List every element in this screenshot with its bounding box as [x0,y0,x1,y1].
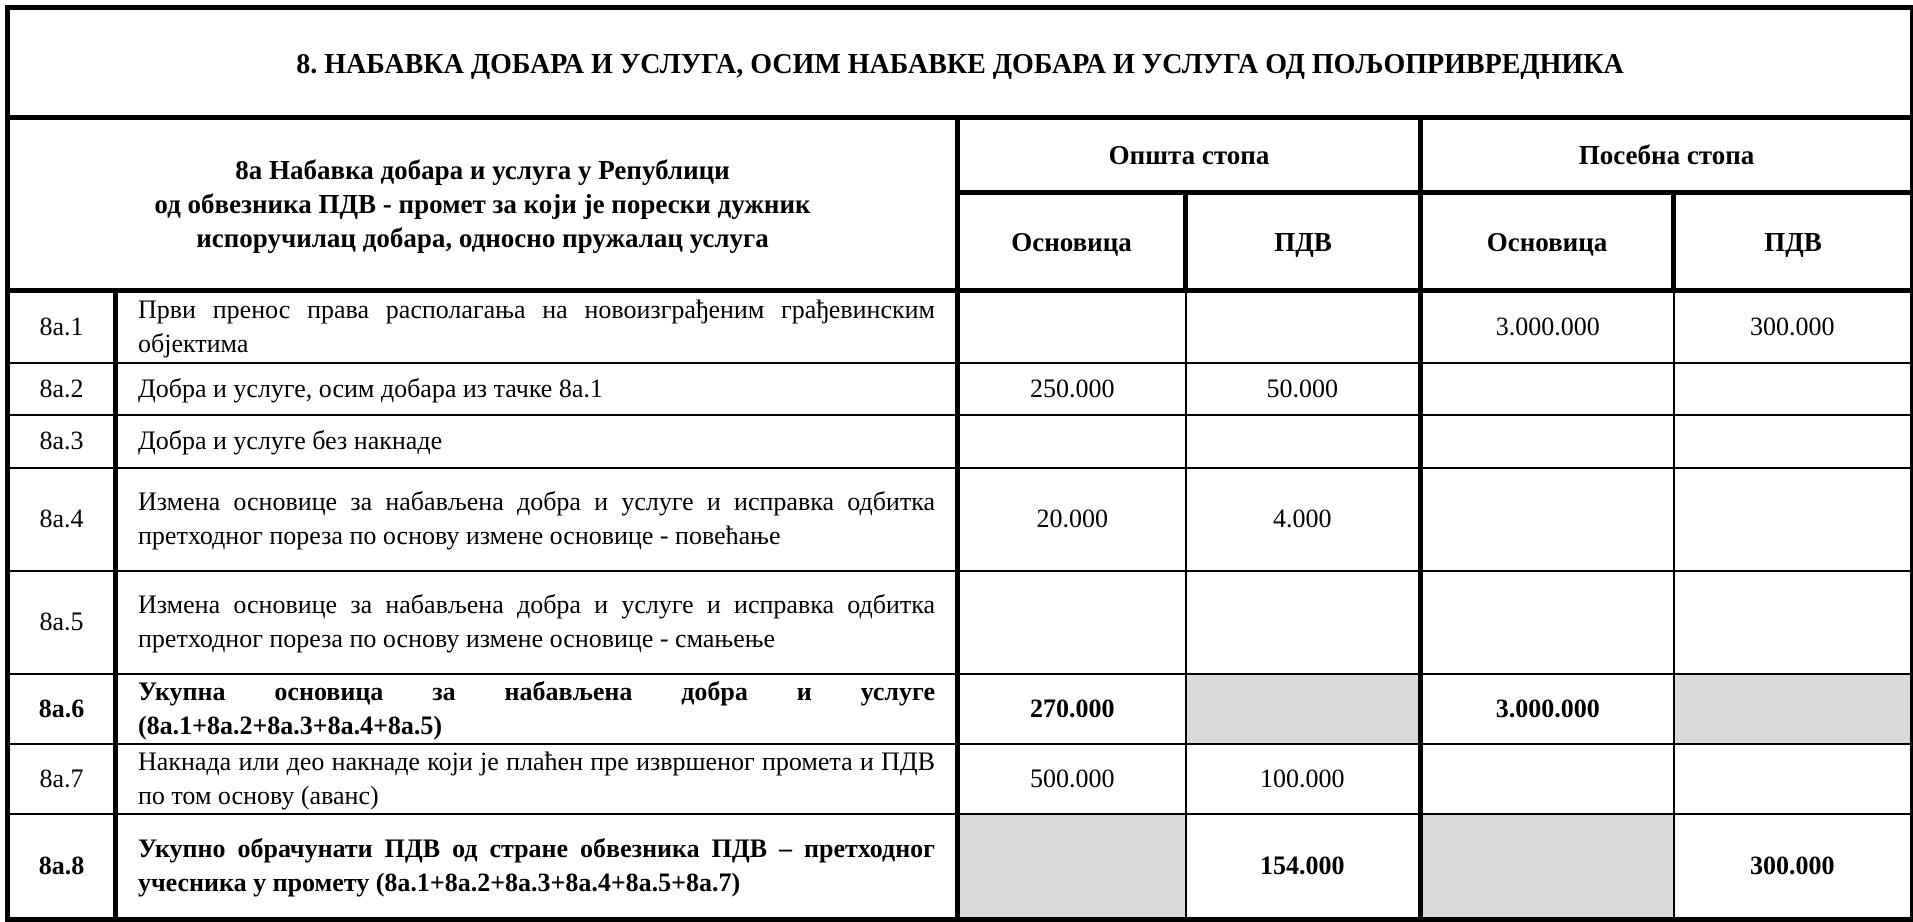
table-row [8,744,1913,814]
row-description: Измена основице за набављена добра и услуге и исправка одбитка претходног пореза по основу измене основице - смањење [116,571,958,674]
special-vat-value [1674,468,1913,571]
general-base-value: 270.000 [958,674,1186,744]
section-title: 8. НАБАВКА ДОБАРА И УСЛУГА, ОСИМ НАБАВКЕ ДОБАРА И УСЛУГА ОД ПОЉОПРИВРЕДНИКА [8,8,1913,118]
vat-purchases-table [5,5,1913,922]
special-vat-value [1674,415,1913,468]
special-base-value [1421,468,1674,571]
special-vat-value: 300.000 [1674,291,1913,363]
row-description: Добра и услуге без накнаде [116,415,958,468]
heading-line-3: испоручилац добара, односно пружалац услуга [196,223,769,253]
row-code: 8а.5 [8,571,116,674]
row-description: Накнада или део накнаде који је плаћен пре извршеног промета и ПДВ по том основу (аванс) [116,744,958,814]
general-base-value [958,415,1186,468]
row-code: 8а.6 [8,674,116,744]
special-rate-header: Посебна стопа [1421,118,1913,193]
general-vat-value [1186,291,1421,363]
special-base-value [1421,571,1674,674]
special-base-value [1421,415,1674,468]
table-row [8,291,1913,363]
row-description: Добра и услуге, осим добара из тачке 8а.1 [116,363,958,415]
general-base-value: 250.000 [958,363,1186,415]
general-base-value [958,814,1186,920]
general-base-value: 20.000 [958,468,1186,571]
general-vat-value: 50.000 [1186,363,1421,415]
row-code: 8а.2 [8,363,116,415]
general-vat-value: 100.000 [1186,744,1421,814]
row-description: Укупно обрачунати ПДВ од стране обвезника ПДВ – претходног учесника у промету (8а.1+8а.2+8а.3+8а.4+8а.5+8а.7) [116,814,958,920]
section-8a-heading [8,118,958,291]
special-base-value: 3.000.000 [1421,674,1674,744]
table-row-total-vat [8,814,1913,920]
special-vat-value [1674,571,1913,674]
general-base-value [958,571,1186,674]
general-vat-value [1186,674,1421,744]
special-base-value: 3.000.000 [1421,291,1674,363]
row-code: 8а.1 [8,291,116,363]
table-row [8,468,1913,571]
special-base-header: Основица [1421,193,1674,291]
special-vat-value [1674,674,1913,744]
special-vat-value [1674,363,1913,415]
special-vat-value [1674,744,1913,814]
special-base-value [1421,363,1674,415]
row-description: Укупна основица за набављена добра и услуге (8а.1+8а.2+8а.3+8а.4+8а.5) [116,674,958,744]
row-code: 8а.8 [8,814,116,920]
heading-line-1: 8а Набавка добара и услуга у Републици [235,155,730,185]
general-vat-value: 154.000 [1186,814,1421,920]
row-description: Први пренос права располагања на новоизграђеним грађевинским објектима [116,291,958,363]
general-vat-value: 4.000 [1186,468,1421,571]
special-vat-header: ПДВ [1674,193,1913,291]
general-vat-value [1186,571,1421,674]
general-rate-header: Општа стопа [958,118,1421,193]
general-base-header: Основица [958,193,1186,291]
row-description: Измена основице за набављена добра и услуге и исправка одбитка претходног пореза по основу измене основице - повећање [116,468,958,571]
general-base-value: 500.000 [958,744,1186,814]
table-row [8,415,1913,468]
table-row-total-base [8,674,1913,744]
row-code: 8а.7 [8,744,116,814]
row-code: 8а.3 [8,415,116,468]
special-vat-value: 300.000 [1674,814,1913,920]
general-vat-value [1186,415,1421,468]
row-code: 8а.4 [8,468,116,571]
general-base-value [958,291,1186,363]
special-base-value [1421,814,1674,920]
general-vat-header: ПДВ [1186,193,1421,291]
table-row [8,571,1913,674]
heading-line-2: од обвезника ПДВ - промет за који је порески дужник [154,189,811,219]
special-base-value [1421,744,1674,814]
table-row [8,363,1913,415]
